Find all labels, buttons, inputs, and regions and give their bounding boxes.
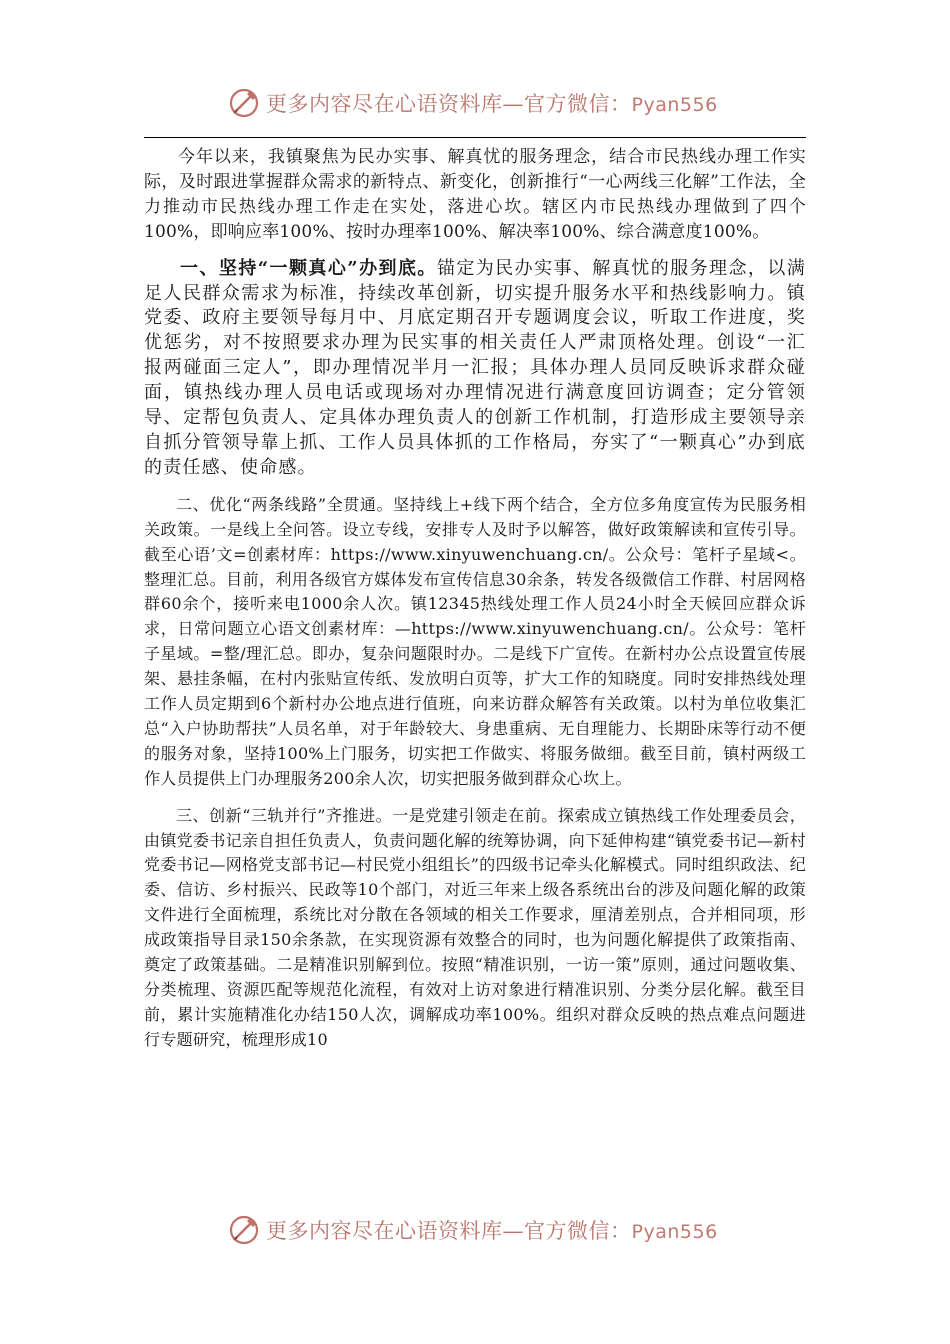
pen-logo-icon xyxy=(226,85,262,121)
section-1-heading: 一、坚持“一颗真心”办到底。 xyxy=(180,257,437,279)
wechat-id: Pyan556 xyxy=(631,1221,718,1243)
document-body xyxy=(144,145,806,1065)
footer-banner xyxy=(226,1210,746,1250)
header-banner xyxy=(226,83,746,123)
wechat-id: Pyan556 xyxy=(631,94,718,116)
pen-logo-icon xyxy=(226,1212,262,1248)
paragraph-section-2: 二、优化“两条线路”全贯通。坚持线上+线下两个结合，全方位多角度宣传为民服务相关政策。一是线上全问答。设立专线，安排专人及时予以解答，做好政策解读和宣传引导。截至心语’文=创素材库：https://www.xinyuwenchuang.cn/。公众号：笔杆子星域<。整理汇总。目前，利用各级官方媒体发布宣传信息30余条，转发各级微信工作群、村居网格群60余个，接听来电1000余人次。镇12345热线处理工作人员24小时全天候回应群众诉求，日常问题立心语文创素材库：—https://www.xinyuwenchuang.cn/。公众号：笔杆子星域。=整/理汇总。即办，复杂问题限时办。二是线下广宣传。在新村办公点设置宣传展架、悬挂条幅，在村内张贴宣传纸、发放明白页等，扩大工作的知晓度。同时安排热线处理工作人员定期到6个新村办公地点进行值班，向来访群众解答有关政策。以村为单位收集汇总“入户协助帮扶”人员名单，对于年龄较大、身患重病、无自理能力、长期卧床等行动不便的服务对象，坚持100%上门服务，切实把工作做实、将服务做细。截至目前，镇村两级工作人员提供上门办理服务200余人次，切实把服务做到群众心坎上。 xyxy=(144,494,806,788)
paragraph-section-1: 一、坚持“一颗真心”办到底。锚定为民办实事、解真忧的服务理念，以满足人民群众需求为标准，持续改革创新，切实提升服务水平和热线影响力。镇党委、政府主要领导每月中、月底定期召开专题调度会议，听取工作进度，奖优惩劣，对不按照要求办理为民实事的相关责任人严肃顶格处理。创设“一汇报两碰面三定人”，即办理情况半月一汇报；具体办理人员同反映诉求群众碰面，镇热线办理人员电话或现场对办理情况进行满意度回访调查；定分管领导、定帮包负责人、定具体办理负责人的创新工作机制，打造形成主要领导亲自抓分管领导靠上抓、工作人员具体抓的工作格局，夯实了“一颗真心”办到底的责任感、使命感。 xyxy=(144,257,806,478)
header-rule xyxy=(144,137,806,138)
paragraph-section-3: 三、创新“三轨并行”齐推进。一是党建引领走在前。探索成立镇热线工作处理委员会，由镇党委书记亲自担任负责人，负责问题化解的统筹协调，向下延伸构建“镇党委书记—新村党委书记—网格党支部书记—村民党小组组长”的四级书记牵头化解模式。同时组织政法、纪委、信访、乡村振兴、民政等10个部门，对近三年来上级各系统出台的涉及问题化解的政策文件进行全面梳理，系统比对分散在各领域的相关工作要求，厘清差别点，合并相同项，形成政策指导目录150余条款，在实现资源有效整合的同时，也为问题化解提供了政策指南、奠定了政策基础。二是精准识别解到位。按照“精准识别，一访一策”原则，通过问题收集、分类梳理、资源匹配等规范化流程，有效对上访对象进行精准识别、分类分层化解。截至目前，累计实施精准化办结150人次，调解成功率100%。组织对群众反映的热点难点问题进行专题研究，梳理形成10 xyxy=(144,805,806,1049)
banner-text: 更多内容尽在心语资料库—官方微信：Pyan556 xyxy=(266,92,718,116)
banner-text: 更多内容尽在心语资料库—官方微信：Pyan556 xyxy=(266,1219,718,1243)
paragraph-intro: 今年以来，我镇聚焦为民办实事、解真忧的服务理念，结合市民热线办理工作实际，及时跟进掌握群众需求的新特点、新变化，创新推行“一心两线三化解”工作法，全力推动市民热线办理工作走在实处，落进心坎。辖区内市民热线办理做到了四个100%，即响应率100%、按时办理率100%、解决率100%、综合满意度100%。 xyxy=(144,147,806,242)
